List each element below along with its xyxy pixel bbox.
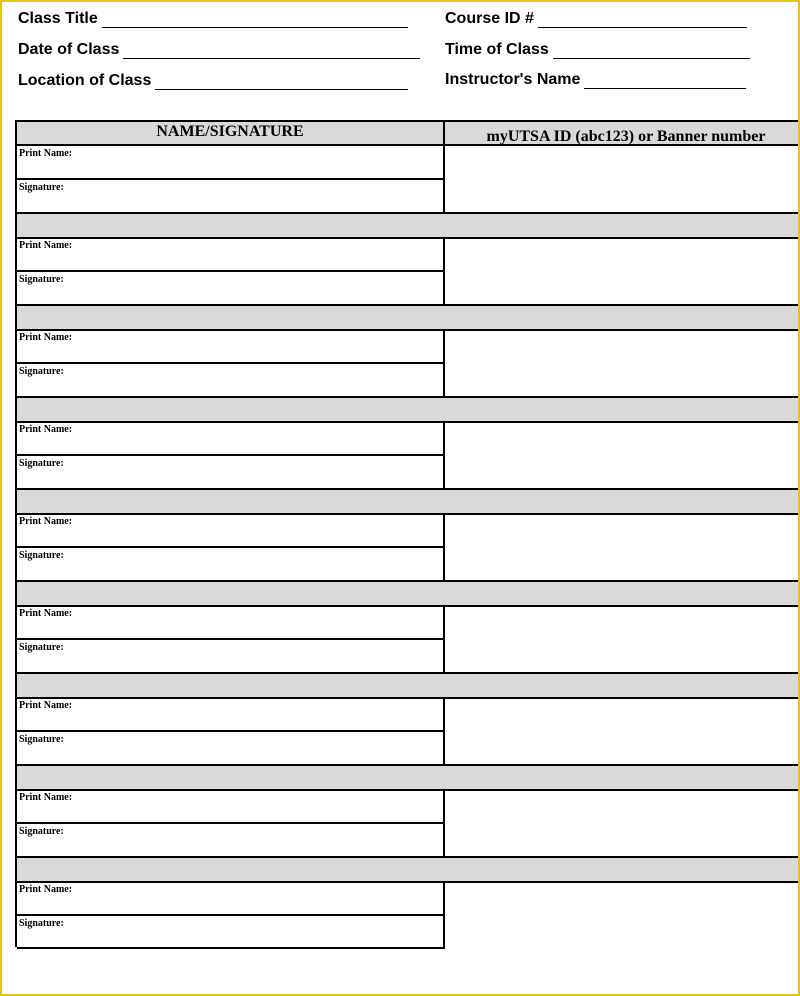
attendee-block-2 (17, 238, 800, 304)
location-of-class-field[interactable] (18, 70, 408, 90)
signature-label: Signature: (19, 918, 64, 929)
class-title-label: Class Title (18, 10, 98, 27)
print-name-cell[interactable] (17, 606, 443, 638)
time-of-class-field[interactable] (445, 39, 750, 59)
separator-row (17, 672, 800, 699)
signature-cell[interactable] (17, 640, 443, 672)
separator-row (17, 856, 800, 883)
attendee-block-1 (17, 146, 800, 212)
separator-row (17, 488, 800, 515)
attendee-block-5 (17, 514, 800, 580)
print-name-label: Print Name: (19, 884, 73, 895)
attendee-block-8 (17, 790, 800, 856)
signature-label: Signature: (19, 734, 64, 745)
print-name-cell[interactable] (17, 146, 443, 178)
date-of-class-line[interactable] (123, 42, 420, 59)
instructors-name-line[interactable] (584, 72, 746, 89)
signature-cell[interactable] (17, 548, 443, 580)
column-header-name-signature: NAME/SIGNATURE (156, 123, 304, 140)
separator-row (17, 304, 800, 331)
print-name-cell[interactable] (17, 514, 443, 546)
print-name-label: Print Name: (19, 148, 73, 159)
print-name-label: Print Name: (19, 516, 73, 527)
location-of-class-label: Location of Class (18, 72, 152, 89)
attendance-table (15, 120, 800, 947)
instructors-name-label: Instructor's Name (445, 71, 581, 88)
signature-cell[interactable] (17, 732, 443, 764)
date-of-class-label: Date of Class (18, 41, 120, 58)
signature-cell[interactable] (17, 364, 443, 396)
print-name-cell[interactable] (17, 238, 443, 270)
signature-label: Signature: (19, 182, 64, 193)
table-header (17, 122, 800, 146)
time-of-class-line[interactable] (553, 42, 750, 59)
print-name-label: Print Name: (19, 240, 73, 251)
attendee-block-4 (17, 422, 800, 488)
date-of-class-field[interactable] (18, 39, 420, 59)
print-name-cell[interactable] (17, 330, 443, 362)
column-header-id: myUTSA ID (abc123) or Banner number (486, 128, 766, 145)
print-name-cell[interactable] (17, 790, 443, 822)
print-name-label: Print Name: (19, 792, 73, 803)
print-name-label: Print Name: (19, 700, 73, 711)
class-title-field[interactable] (18, 8, 408, 28)
signature-label: Signature: (19, 642, 64, 653)
separator-row (17, 212, 800, 239)
signature-cell[interactable] (17, 272, 443, 304)
separator-row (17, 764, 800, 791)
signature-cell[interactable] (17, 456, 443, 488)
print-name-cell[interactable] (17, 422, 443, 454)
signature-label: Signature: (19, 366, 64, 377)
attendee-block-9 (17, 882, 800, 948)
table-bottom-border (17, 947, 445, 949)
separator-row (17, 580, 800, 607)
separator-row (17, 396, 800, 423)
print-name-label: Print Name: (19, 332, 73, 343)
print-name-cell[interactable] (17, 882, 443, 914)
attendee-block-6 (17, 606, 800, 672)
signature-label: Signature: (19, 550, 64, 561)
signature-label: Signature: (19, 458, 64, 469)
signature-label: Signature: (19, 274, 64, 285)
signature-cell[interactable] (17, 916, 443, 947)
print-name-cell[interactable] (17, 698, 443, 730)
print-name-label: Print Name: (19, 424, 73, 435)
signature-cell[interactable] (17, 180, 443, 212)
instructors-name-field[interactable] (445, 69, 746, 89)
signature-cell[interactable] (17, 824, 443, 856)
course-id-line[interactable] (538, 11, 747, 28)
attendee-block-3 (17, 330, 800, 396)
signature-label: Signature: (19, 826, 64, 837)
location-of-class-line[interactable] (155, 73, 408, 90)
course-id-field[interactable] (445, 8, 747, 28)
print-name-label: Print Name: (19, 608, 73, 619)
class-title-line[interactable] (102, 11, 408, 28)
course-id-label: Course ID # (445, 10, 534, 27)
attendee-block-7 (17, 698, 800, 764)
time-of-class-label: Time of Class (445, 41, 549, 58)
